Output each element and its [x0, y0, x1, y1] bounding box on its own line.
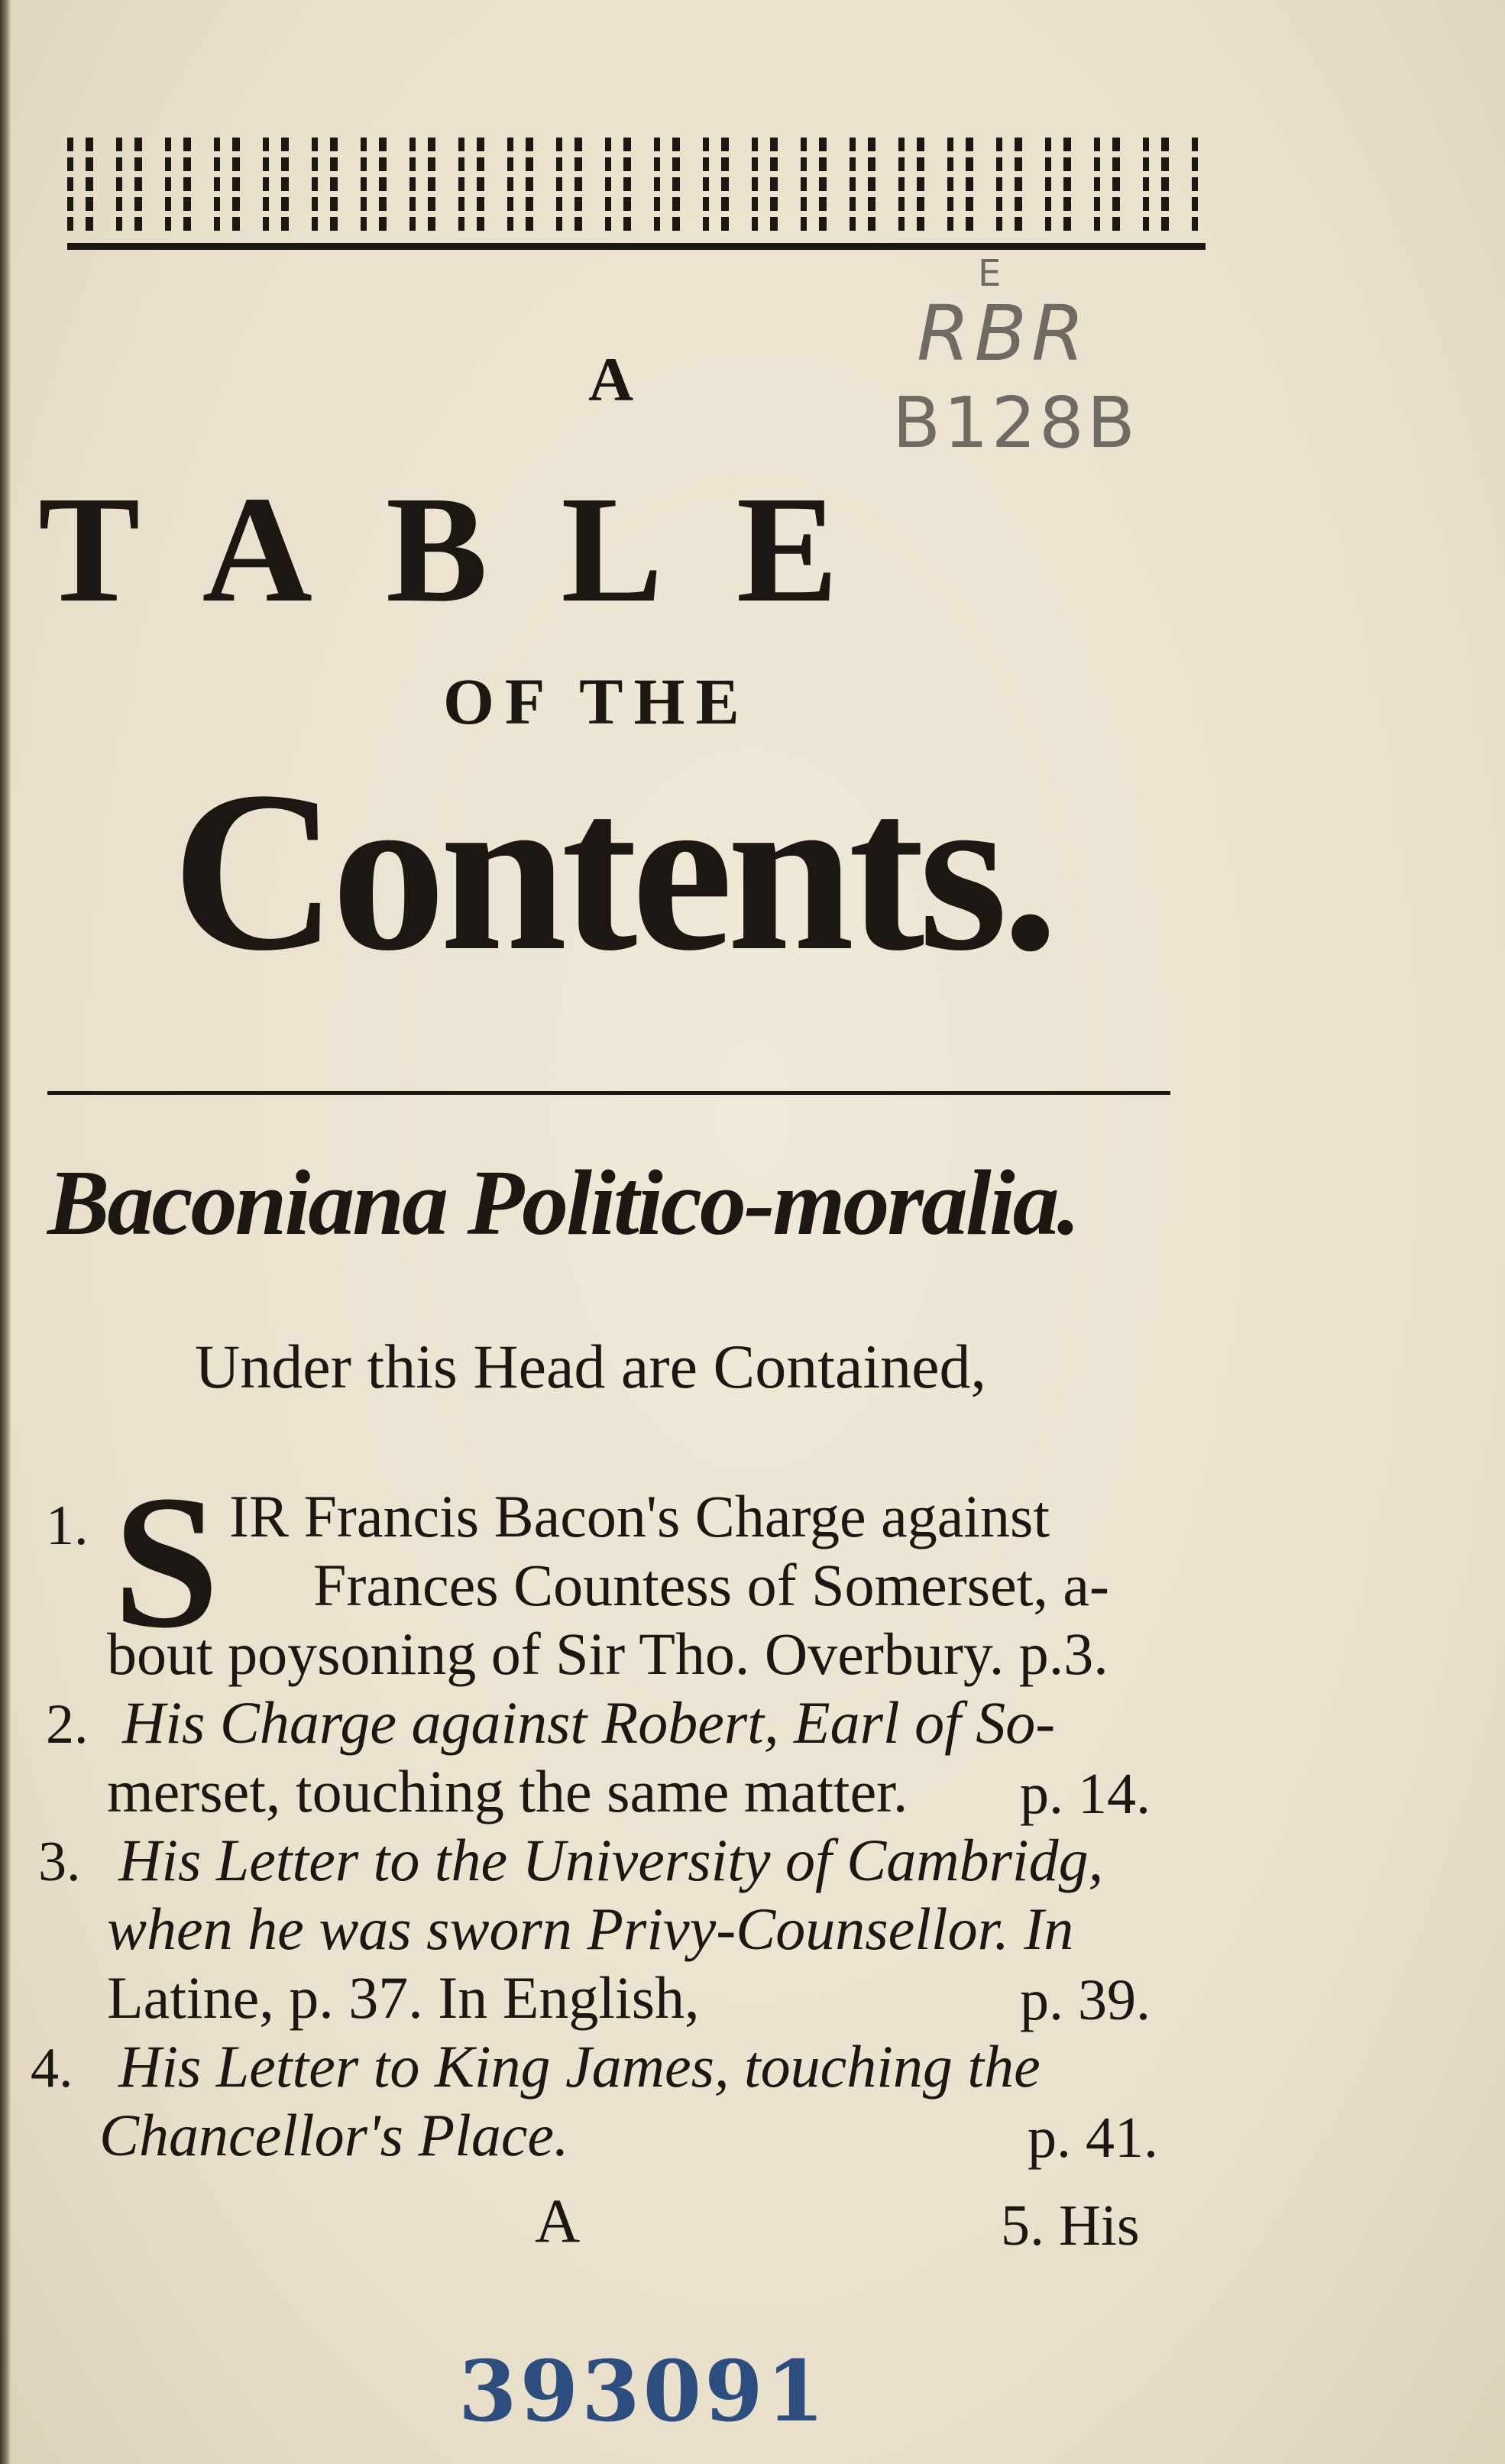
title-article: A: [588, 345, 634, 414]
entry-number: 2.: [46, 1693, 89, 1756]
catchword: 5. His: [1001, 2194, 1140, 2258]
entry-line: His Charge against Robert, Earl of So-: [122, 1689, 1056, 1756]
entry-line: His Letter to King James, touching the: [118, 2033, 1041, 2100]
entry-line: bout poysoning of Sir Tho. Overbury. p.3.: [107, 1621, 1109, 1687]
stamp-line-3: B128B: [892, 382, 1138, 464]
entry-line: when he was sworn Privy-Counsellor. In: [107, 1896, 1074, 1962]
entry-line: merset, touching the same matter.: [107, 1758, 908, 1825]
section-heading: Baconiana Politico-moralia.: [47, 1151, 1079, 1255]
entry-line: Frances Countess of Somerset, a-: [313, 1552, 1109, 1618]
ornament-rule: [67, 243, 1206, 250]
stamp-line-2: RBR: [917, 289, 1089, 378]
headpiece-ornament: [67, 138, 1206, 260]
entry-line: His Letter to the University of Cambridg,: [118, 1827, 1104, 1893]
page-reference: p. 39.: [1020, 1968, 1151, 2032]
entry-number: 1.: [46, 1494, 89, 1557]
title-table: TABLE: [38, 465, 912, 634]
page-reference: p. 14.: [1020, 1762, 1151, 1826]
entry-line: Latine, p. 37. In English,: [107, 1964, 700, 2031]
entry-number: 4.: [31, 2037, 73, 2100]
signature-mark: A: [535, 2186, 581, 2255]
drop-cap: S: [113, 1456, 220, 1668]
entry-line: Chancellor's Place.: [99, 2102, 569, 2168]
page-reference: p. 41.: [1028, 2106, 1158, 2170]
page-gutter-shadow: [0, 0, 11, 2464]
entry-number: 3.: [38, 1831, 81, 1893]
title-of-the: OF THE: [443, 665, 750, 738]
library-shelfmark-stamp: [879, 252, 1184, 474]
entry-line: IR Francis Bacon's Charge against: [229, 1483, 1050, 1549]
library-accession-number: 393091: [458, 2342, 828, 2440]
stamp-line-1: E: [978, 252, 1002, 295]
title-divider-rule: [47, 1091, 1170, 1095]
ornament-band: [67, 138, 1206, 237]
title-contents: Contents.: [172, 744, 1054, 998]
section-subheading: Under this Head are Contained,: [195, 1332, 987, 1401]
